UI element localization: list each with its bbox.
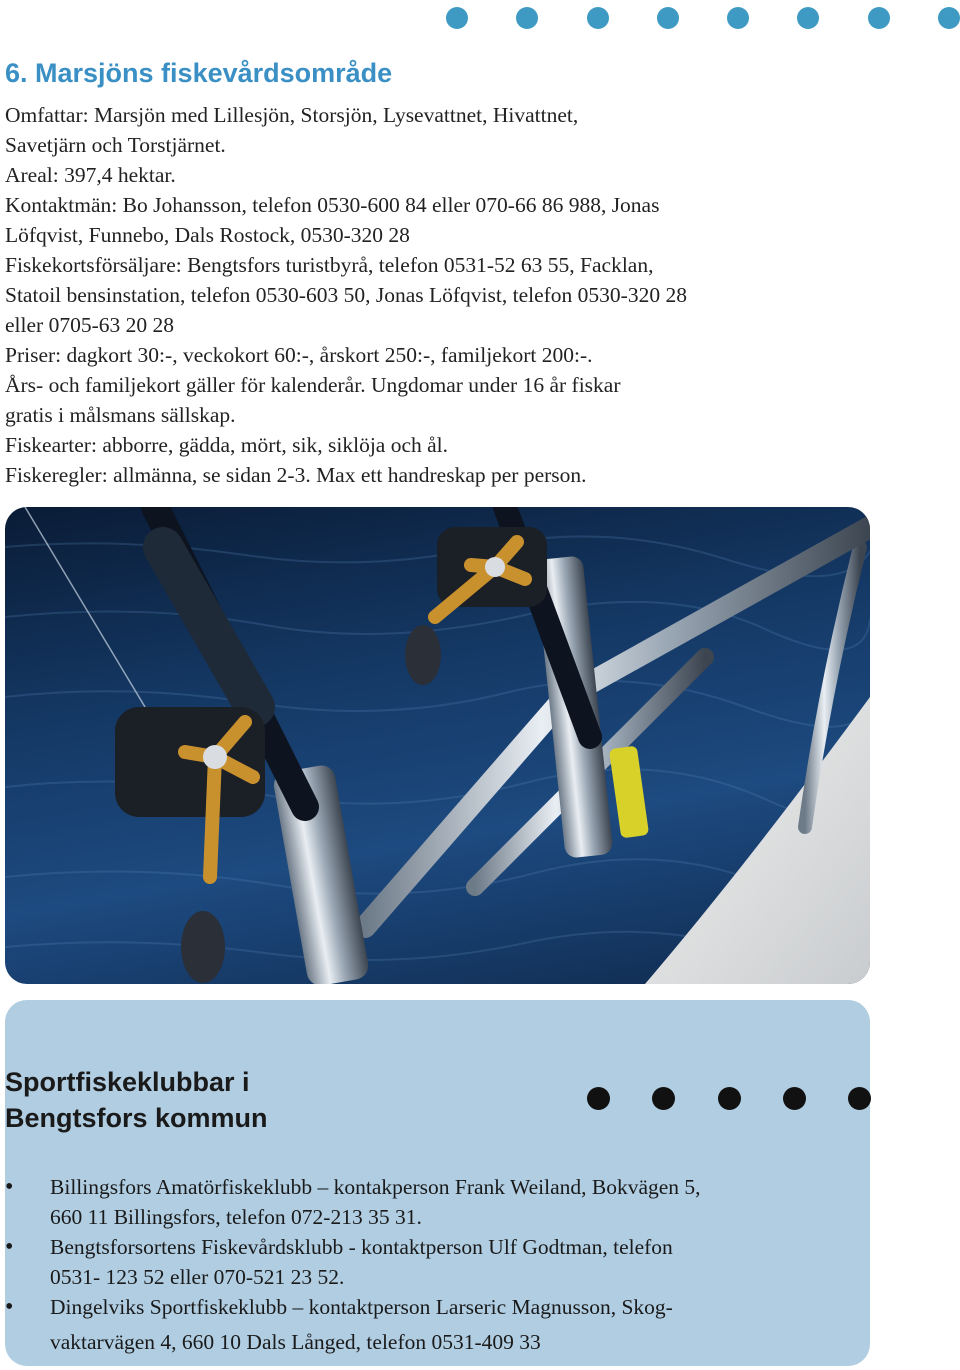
info-paragraph [5, 460, 885, 490]
club-item-line: • Bengtsforsortens Fiskevårdsklubb - kontaktperson Ulf Godtman, telefon [50, 1235, 673, 1259]
clubs-list [5, 1172, 867, 1357]
decorative-dots-box [587, 1086, 871, 1110]
info-line: Fiskearter: abborre, gädda, mört, sik, siklöja och ål. [5, 433, 449, 457]
info-line: eller 0705-63 20 28 [5, 313, 174, 337]
club-item-line: 660 11 Billingsfors, telefon 072-213 35 31. [50, 1205, 422, 1229]
dot-icon [727, 7, 749, 29]
info-paragraph [5, 100, 885, 160]
sport-fishing-clubs-box [5, 1000, 870, 1366]
dot-icon [797, 7, 819, 29]
club-item-line: • Dingelviks Sportfiskeklubb – kontaktperson Larseric Magnusson, Skog- [50, 1295, 673, 1319]
club-item [5, 1232, 867, 1292]
info-line: Statoil bensinstation, telefon 0530-603 50, Jonas Löfqvist, telefon 0530-320 28 [5, 283, 687, 307]
dot-icon [516, 7, 538, 29]
club-item [5, 1292, 867, 1357]
dot-icon [848, 1087, 871, 1110]
info-line: Års- och familjekort gäller för kalenderår. Ungdomar under 16 år fiskar [5, 373, 621, 397]
info-paragraph [5, 430, 885, 460]
info-paragraph [5, 340, 885, 370]
info-line: Kontaktmän: Bo Johansson, telefon 0530-600 84 eller 070-66 86 988, Jonas [5, 193, 660, 217]
info-paragraph [5, 250, 885, 340]
dot-icon [446, 7, 468, 29]
clubs-title-line: Bengtsfors kommun [5, 1103, 268, 1133]
club-item-line: vaktarvägen 4, 660 10 Dals Långed, telefon 0531-409 33 [50, 1330, 541, 1354]
fishing-rods-illustration [5, 507, 870, 984]
dot-icon [657, 7, 679, 29]
info-paragraph [5, 370, 885, 430]
dot-icon [783, 1087, 806, 1110]
area-info [5, 100, 885, 490]
decorative-dots-top [446, 6, 960, 30]
dot-icon [938, 7, 960, 29]
dot-icon [587, 1087, 610, 1110]
club-item-line: 0531- 123 52 eller 070-521 23 52. [50, 1265, 345, 1289]
dot-icon [587, 7, 609, 29]
info-line: Omfattar: Marsjön med Lillesjön, Storsjön, Lysevattnet, Hivattnet, [5, 103, 579, 127]
fishing-rods-photo [5, 507, 870, 984]
dot-icon [652, 1087, 675, 1110]
clubs-title-line: Sportfiskeklubbar i [5, 1067, 250, 1097]
club-item [5, 1172, 867, 1232]
info-line: Fiskeregler: allmänna, se sidan 2-3. Max ett handreskap per person. [5, 463, 587, 487]
dot-icon [718, 1087, 741, 1110]
info-line: gratis i målsmans sällskap. [5, 403, 236, 427]
info-line: Löfqvist, Funnebo, Dals Rostock, 0530-320 28 [5, 223, 410, 247]
club-item-line: • Billingsfors Amatörfiskeklubb – kontakperson Frank Weiland, Bokvägen 5, [50, 1175, 701, 1199]
section-title: 6. Marsjöns fiskevårdsområde [5, 58, 393, 88]
info-line: Priser: dagkort 30:-, veckokort 60:-, årskort 250:-, familjekort 200:-. [5, 343, 593, 367]
info-paragraph [5, 190, 885, 250]
dot-icon [868, 7, 890, 29]
info-line: Savetjärn och Torstjärnet. [5, 133, 226, 157]
info-line: Areal: 397,4 hektar. [5, 163, 176, 187]
clubs-title [5, 1064, 268, 1136]
info-paragraph [5, 160, 885, 190]
info-line: Fiskekortsförsäljare: Bengtsfors turistbyrå, telefon 0531-52 63 55, Facklan, [5, 253, 654, 277]
